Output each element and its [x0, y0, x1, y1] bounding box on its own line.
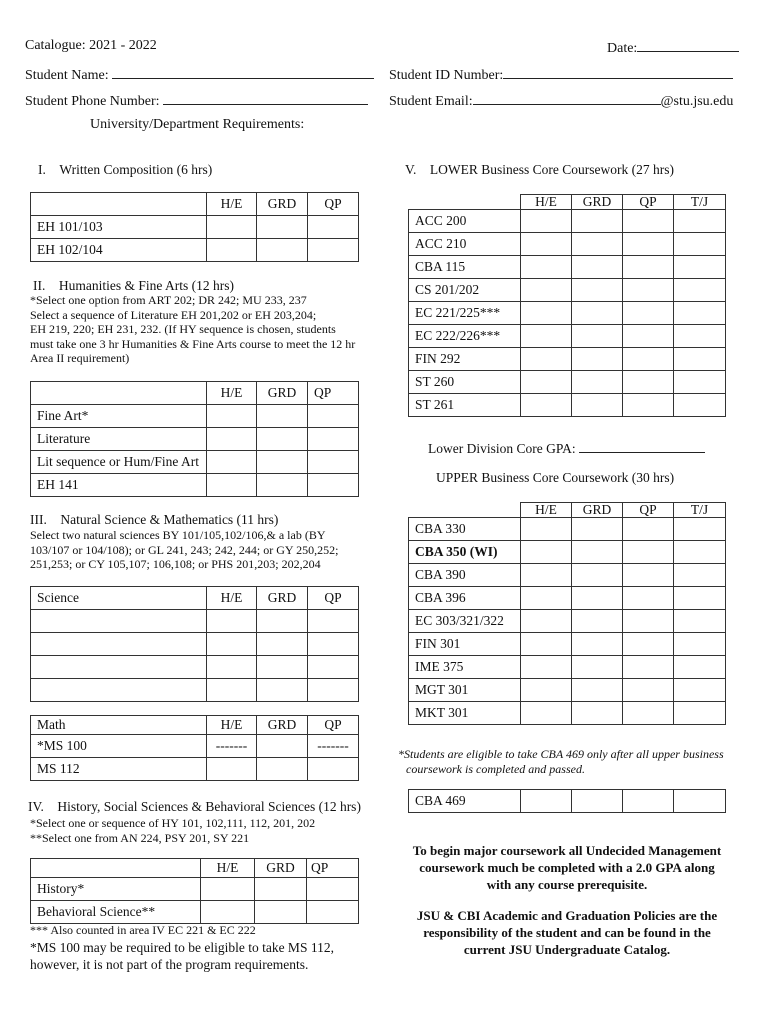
table-row: MS 112	[31, 758, 359, 781]
table-row: CS 201/202	[409, 279, 726, 302]
table-header-row: Math H/E GRD QP	[31, 716, 359, 735]
table-row	[31, 679, 359, 702]
catalogue-year: Catalogue: 2021 - 2022	[25, 38, 157, 53]
date-label: Date:	[607, 41, 638, 56]
table-header-row: H/E GRD QP	[31, 382, 359, 405]
table-row: Lit sequence or Hum/Fine Art	[31, 451, 359, 474]
table-row: FIN 301	[409, 633, 726, 656]
upper-business-core-table	[408, 502, 726, 725]
table-row: CBA 350 (WI)	[409, 541, 726, 564]
table-header-row: H/E GRD QP	[31, 193, 359, 216]
lower-division-gpa-field[interactable]	[428, 439, 705, 457]
lower-division-gpa-label: Lower Division Core GPA:	[428, 441, 576, 456]
major-coursework-notice: To begin major coursework all Undecided Management coursework much be completed with a 2.0 GPA along with any course prerequisite.	[412, 843, 722, 892]
table-header-row: H/E GRD QP T/J	[409, 503, 726, 518]
table-row: EH 102/104	[31, 239, 359, 262]
humanities-table	[30, 381, 359, 497]
table-row: EH 101/103	[31, 216, 359, 239]
table-row: *MS 100 ------- -------	[31, 735, 359, 758]
table-row: IME 375	[409, 656, 726, 679]
history-social-table	[30, 858, 359, 924]
math-table	[30, 715, 359, 781]
requirements-title: University/Department Requirements:	[90, 117, 305, 132]
table-row: EC 303/321/322	[409, 610, 726, 633]
student-name-field[interactable]	[25, 65, 374, 84]
table-header-row: H/E GRD QP T/J	[409, 195, 726, 210]
email-domain: @stu.jsu.edu	[660, 94, 734, 109]
section-3-heading: III. Natural Science & Mathematics (11 hrs)	[30, 512, 279, 527]
table-row: CBA 469	[409, 790, 726, 813]
written-composition-table	[30, 192, 359, 262]
table-row: MGT 301	[409, 679, 726, 702]
lower-business-core-table	[408, 194, 726, 417]
student-id-field[interactable]	[389, 65, 733, 84]
also-counted-footnote: *** Also counted in area IV EC 221 & EC 222	[30, 923, 256, 937]
table-row: Fine Art*	[31, 405, 359, 428]
section-2-heading: II. Humanities & Fine Arts (12 hrs)	[33, 278, 234, 293]
section-3-note: Select two natural sciences BY 101/105,102/106,& a lab (BY 103/107 or 104/108); or GL 241, 243; 242, 244; or GY 250,252; 251,253; or CY 105,107; 106,108; or PHS 201,203; 202,204	[30, 528, 339, 571]
table-row: EH 141	[31, 474, 359, 497]
table-row: Behavioral Science**	[31, 901, 359, 924]
policies-notice: JSU & CBI Academic and Graduation Policies are the responsibility of the student and can be found in the current JSU Undergraduate Catalog.	[416, 908, 718, 957]
table-row: ACC 210	[409, 233, 726, 256]
section-4-heading: IV. History, Social Sciences & Behavioral Sciences (12 hrs)	[28, 799, 361, 814]
table-header-row: H/E GRD QP	[31, 859, 359, 878]
cba469-table	[408, 789, 726, 813]
table-row: History*	[31, 878, 359, 901]
table-row	[31, 610, 359, 633]
section-5-heading: V. LOWER Business Core Coursework (27 hrs)	[405, 162, 674, 177]
section-4-note: *Select one or sequence of HY 101, 102,111, 112, 201, 202 **Select one from AN 224, PSY 201, SY 221	[30, 816, 316, 845]
section-2-note: *Select one option from ART 202; DR 242; MU 233, 237 Select a sequence of Literature EH 201,202 or EH 203,204; EH 219, 220; EH 231, 232. (If HY sequence is chosen, students must take one 3 hr Humanities & Fine Arts course to meet the 12 hr Area II requirement)	[30, 293, 356, 365]
cba469-eligibility-note: *Students are eligible to take CBA 469 only after all upper business coursework is completed and passed.	[398, 747, 724, 776]
table-header-row: Science H/E GRD QP	[31, 587, 359, 610]
table-row: CBA 115	[409, 256, 726, 279]
table-row	[31, 633, 359, 656]
table-row: ACC 200	[409, 210, 726, 233]
table-row: Literature	[31, 428, 359, 451]
table-row: CBA 396	[409, 587, 726, 610]
table-row: MKT 301	[409, 702, 726, 725]
ms100-footnote: *MS 100 may be required to be eligible to take MS 112, however, it is not part of the program requirements.	[30, 940, 334, 972]
student-name-label: Student Name:	[25, 68, 109, 83]
table-row: ST 261	[409, 394, 726, 417]
student-phone-field[interactable]	[25, 91, 368, 110]
table-row: FIN 292	[409, 348, 726, 371]
table-row: CBA 330	[409, 518, 726, 541]
table-row: EC 221/225***	[409, 302, 726, 325]
student-email-label: Student Email:	[389, 94, 473, 109]
section-1-heading: I. Written Composition (6 hrs)	[38, 162, 213, 177]
table-row: ST 260	[409, 371, 726, 394]
science-table	[30, 586, 359, 702]
date-field[interactable]	[607, 38, 739, 57]
student-id-label: Student ID Number:	[389, 68, 504, 83]
student-phone-label: Student Phone Number:	[25, 94, 160, 109]
upper-core-heading: UPPER Business Core Coursework (30 hrs)	[436, 470, 675, 485]
student-email-field[interactable]	[389, 91, 733, 110]
table-row: EC 222/226***	[409, 325, 726, 348]
table-row	[31, 656, 359, 679]
table-row: CBA 390	[409, 564, 726, 587]
